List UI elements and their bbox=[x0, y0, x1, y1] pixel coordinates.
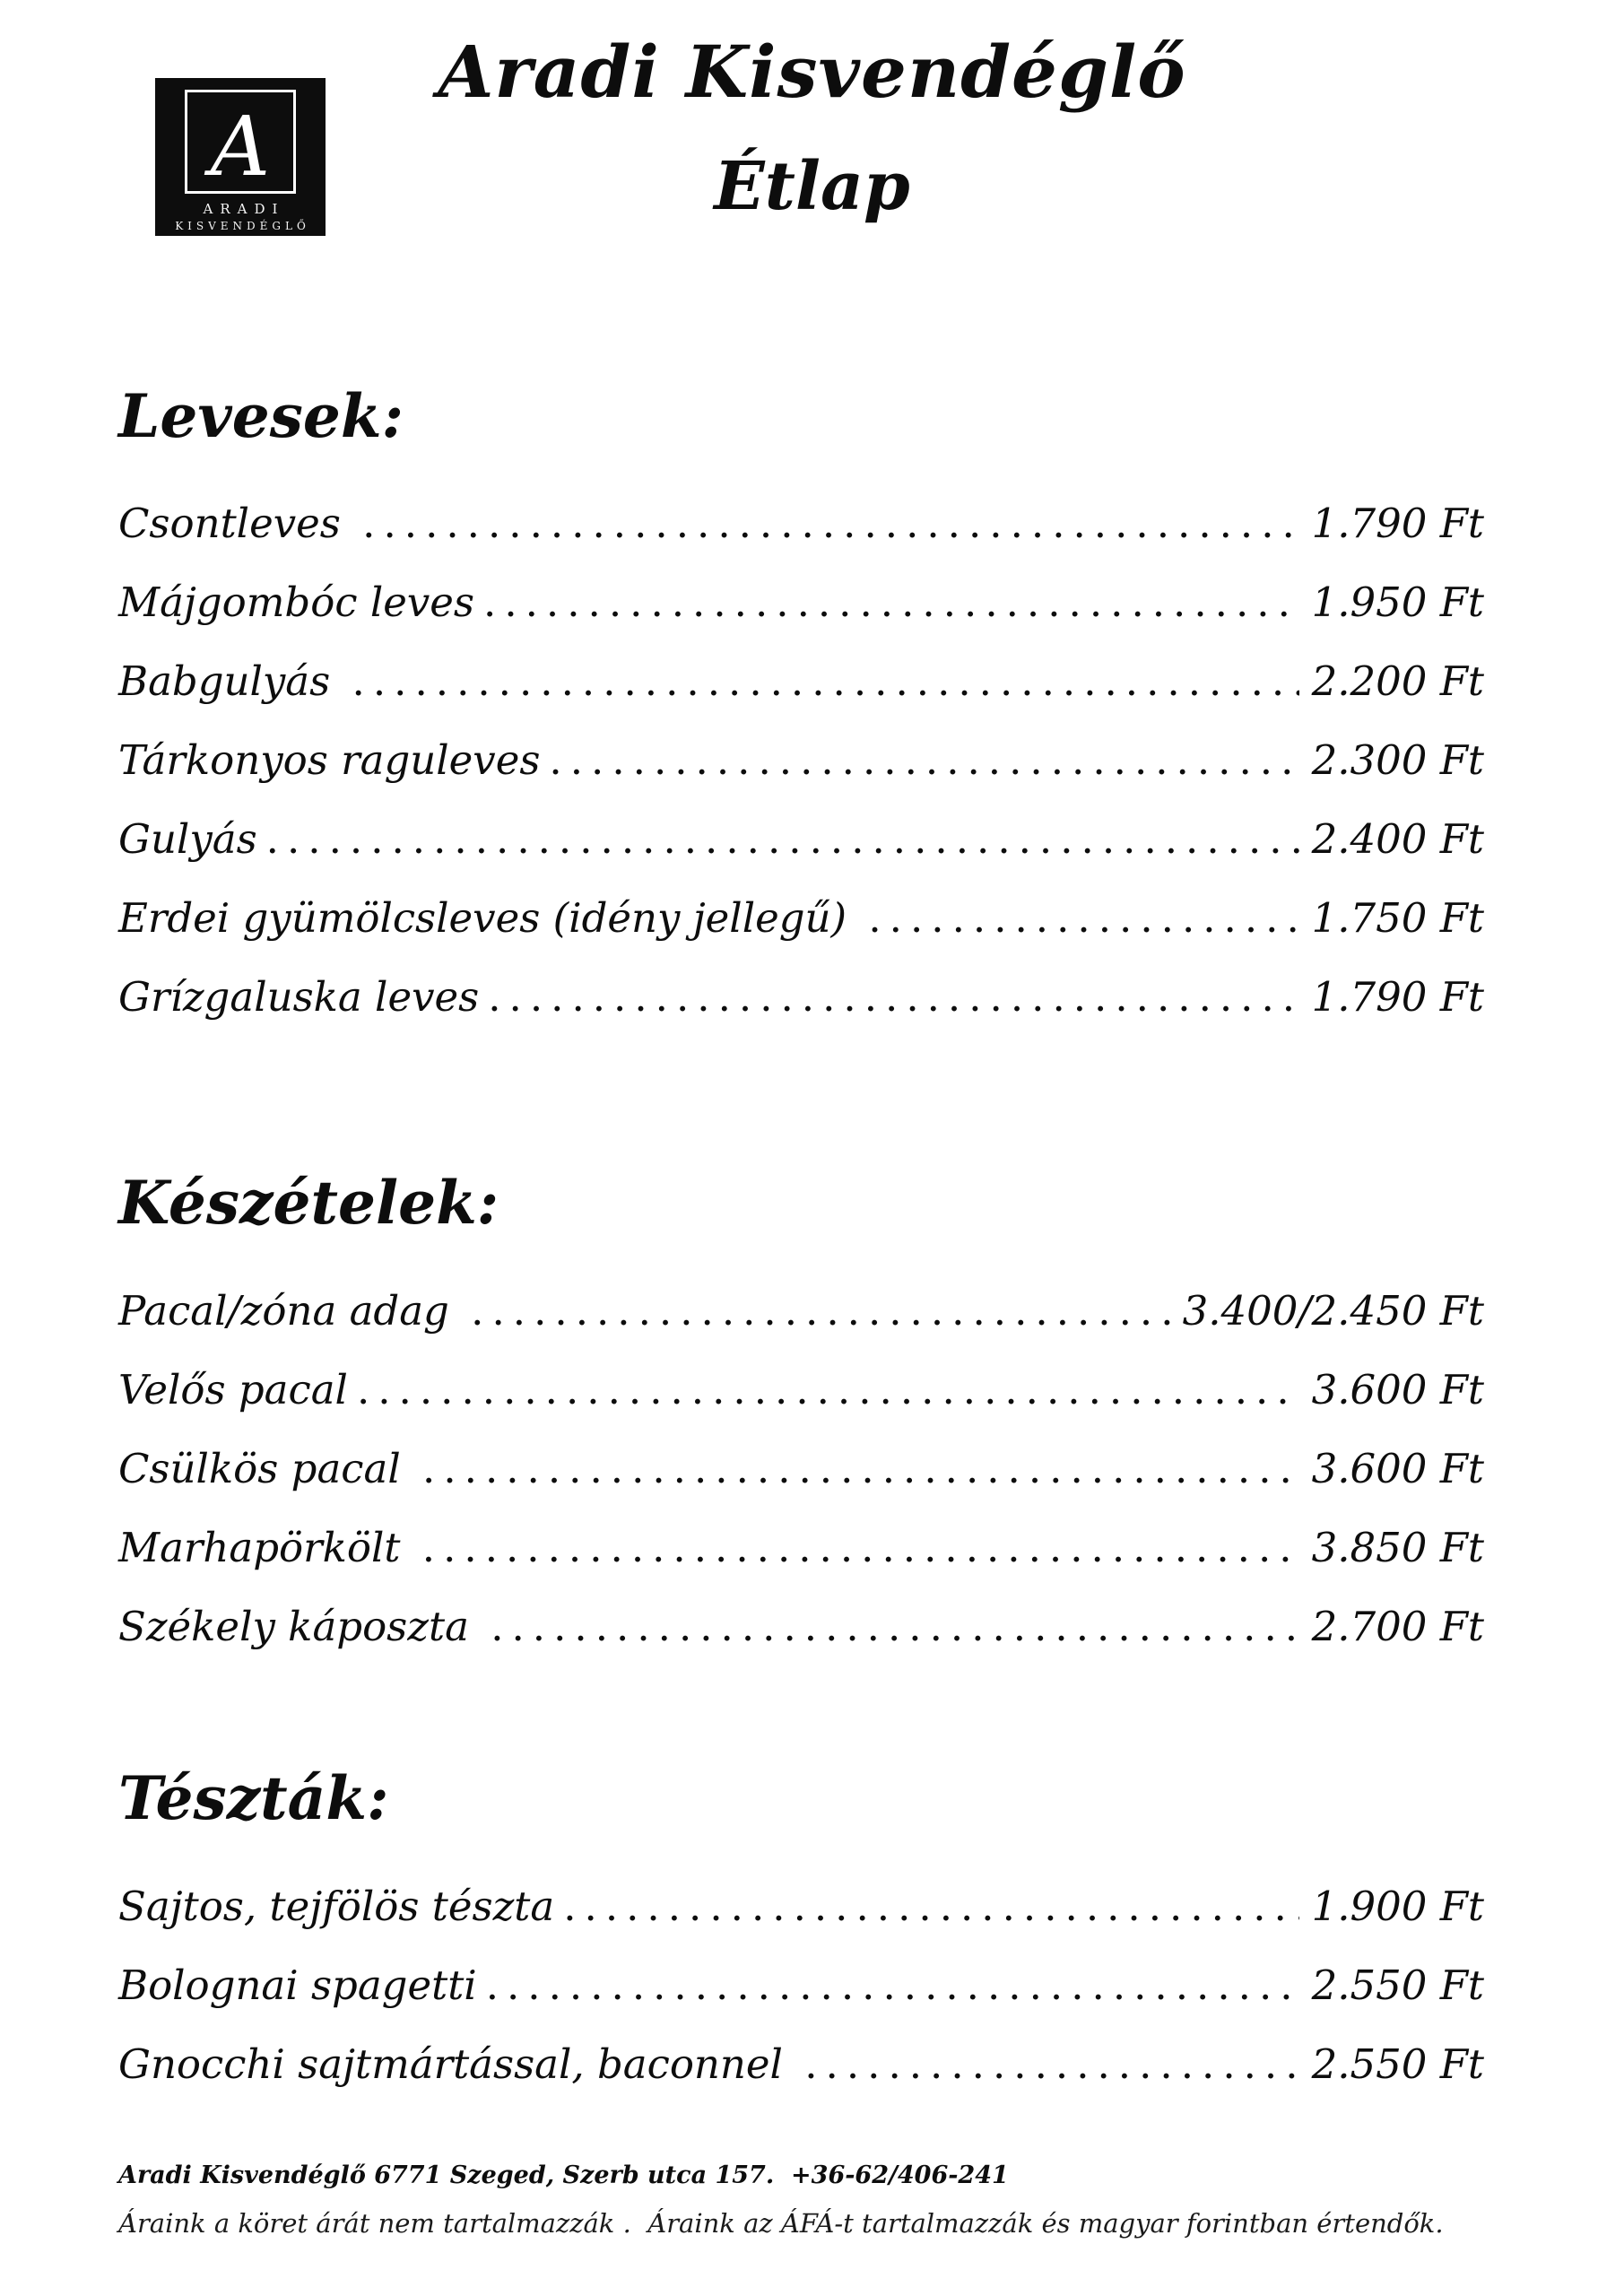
logo-name-line2: KISVENDÉGLŐ bbox=[175, 219, 310, 232]
menu-item-price: 1.790 Ft bbox=[1311, 500, 1484, 548]
section-heading: Tészták: bbox=[118, 1763, 389, 1834]
section-soups bbox=[118, 380, 1484, 1038]
menu-item-price: 3.600 Ft bbox=[1311, 1445, 1484, 1493]
dot-leader bbox=[362, 484, 1298, 563]
dot-leader bbox=[352, 642, 1299, 721]
menu-item-row bbox=[118, 484, 1484, 563]
menu-item-name: Sajtos, tejfölös tészta bbox=[118, 1883, 555, 1931]
menu-item-row bbox=[118, 1509, 1484, 1587]
dot-leader bbox=[357, 1351, 1299, 1430]
menu-item-price: 2.550 Ft bbox=[1311, 2040, 1484, 2089]
menu-item-name: Grízgaluska leves bbox=[118, 973, 480, 1022]
menu-item-price: 2.200 Ft bbox=[1311, 657, 1484, 706]
menu-item-row bbox=[118, 1867, 1484, 1946]
menu-item-name: Gulyás bbox=[118, 815, 257, 864]
section-heading: Levesek: bbox=[118, 380, 404, 451]
menu-item-name: Májgombóc leves bbox=[118, 578, 475, 627]
menu-item-row bbox=[118, 1351, 1484, 1430]
menu-item-row bbox=[118, 2025, 1484, 2104]
menu-item-row bbox=[118, 1430, 1484, 1509]
section-heading: Készételek: bbox=[118, 1168, 499, 1239]
menu-item-name: Tárkonyos raguleves bbox=[118, 736, 541, 785]
footer bbox=[118, 2160, 1484, 2241]
menu-item-row bbox=[118, 1272, 1484, 1351]
menu-item-name: Pacal/zóna adag bbox=[118, 1287, 463, 1335]
dot-leader bbox=[868, 879, 1298, 958]
menu-item-name: Gnocchi sajtmártással, baconnel bbox=[118, 2040, 796, 2089]
page-title: Aradi Kisvendéglő bbox=[438, 30, 1186, 114]
logo-monogram-frame bbox=[185, 90, 296, 194]
menu-item-name: Erdei gyümölcsleves (idény jellegű) bbox=[118, 894, 860, 943]
section-items bbox=[118, 1867, 1484, 2104]
menu-item-price: 2.400 Ft bbox=[1311, 815, 1484, 864]
menu-item-row bbox=[118, 721, 1484, 800]
menu-item-row bbox=[118, 563, 1484, 642]
menu-item-price: 3.850 Ft bbox=[1311, 1524, 1484, 1572]
menu-item-price: 1.790 Ft bbox=[1311, 973, 1484, 1022]
section-items bbox=[118, 484, 1484, 1037]
menu-item-price: 1.950 Ft bbox=[1311, 578, 1484, 627]
menu-item-price: 2.550 Ft bbox=[1311, 1961, 1484, 2010]
menu-item-price: 3.600 Ft bbox=[1311, 1366, 1484, 1414]
menu-item-price: 3.400/2.450 Ft bbox=[1182, 1287, 1484, 1335]
dot-leader bbox=[422, 1430, 1299, 1509]
menu-item-row bbox=[118, 958, 1484, 1037]
menu-item-name: Velős pacal bbox=[118, 1366, 348, 1414]
dot-leader bbox=[563, 1867, 1298, 1946]
section-pastas bbox=[118, 1765, 1484, 2104]
menu-item-name: Marhapörkölt bbox=[118, 1524, 413, 1572]
section-items bbox=[118, 1272, 1484, 1666]
menu-item-name: Csülkös pacal bbox=[118, 1445, 414, 1493]
dot-leader bbox=[804, 2025, 1298, 2104]
dot-leader bbox=[549, 721, 1298, 800]
menu-item-price: 1.900 Ft bbox=[1311, 1883, 1484, 1931]
footer-address: Aradi Kisvendéglő 6771 Szeged, Szerb utca 157. +36-62/406-241 bbox=[118, 2161, 1009, 2189]
menu-item-name: Székely káposzta bbox=[118, 1603, 482, 1651]
dot-leader bbox=[491, 1587, 1298, 1666]
logo-name-line1: ARADI bbox=[203, 201, 285, 217]
menu-item-row bbox=[118, 642, 1484, 721]
menu-item-price: 2.300 Ft bbox=[1311, 736, 1484, 785]
restaurant-logo bbox=[155, 78, 326, 236]
logo-monogram-letter: A bbox=[210, 99, 271, 195]
menu-item-name: Bolognai spagetti bbox=[118, 1961, 477, 2010]
dot-leader bbox=[483, 563, 1299, 642]
dot-leader bbox=[266, 800, 1299, 879]
menu-item-row bbox=[118, 879, 1484, 958]
menu-item-name: Babgulyás bbox=[118, 657, 343, 706]
section-ready-dishes bbox=[118, 1170, 1484, 1666]
dot-leader bbox=[486, 1946, 1299, 2025]
menu-item-row bbox=[118, 800, 1484, 879]
menu-item-row bbox=[118, 1587, 1484, 1666]
menu-content bbox=[0, 380, 1624, 2105]
dot-leader bbox=[422, 1509, 1299, 1587]
menu-item-row bbox=[118, 1946, 1484, 2025]
menu-item-name: Csontleves bbox=[118, 500, 354, 548]
menu-item-price: 2.700 Ft bbox=[1311, 1603, 1484, 1651]
footer-note: Áraink a köret árát nem tartalmazzák . Áraink az ÁFÁ-t tartalmazzák és magyar forintban értendők. bbox=[118, 2208, 1444, 2239]
menu-item-price: 1.750 Ft bbox=[1311, 894, 1484, 943]
page-subtitle: Étlap bbox=[714, 148, 910, 225]
dot-leader bbox=[488, 958, 1298, 1037]
dot-leader bbox=[471, 1272, 1169, 1351]
